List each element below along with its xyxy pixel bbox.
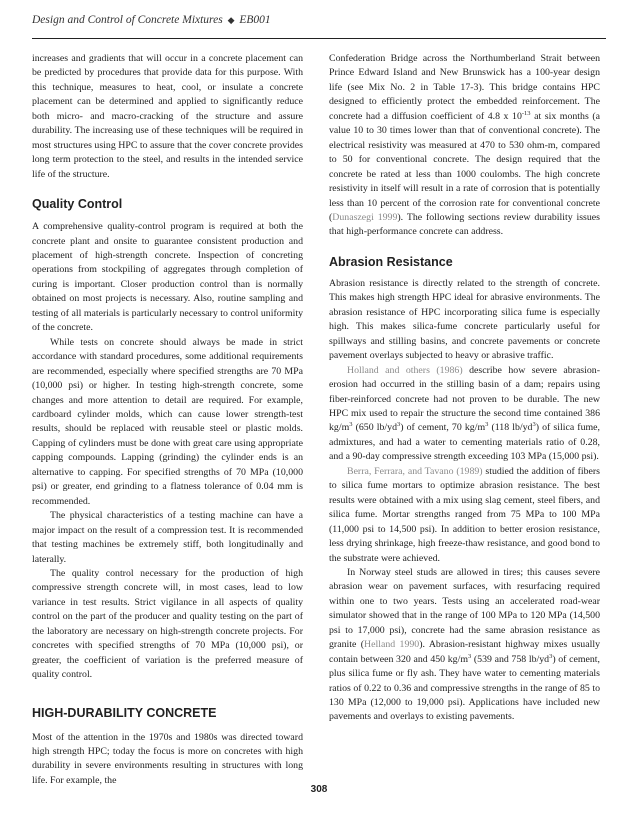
header-rule (32, 38, 606, 39)
paragraph: While tests on concrete should always be made in strict accordance with standard procedures, some additional requirements are recommended, especially where specified strengths are 70 MPa (10,000 psi) or higher. In testing high-strength concrete, some changes and more attention to detail are required. For example, cardboard cylinder molds, which can cause lower strength-test results, should be replaced with reusable steel or plastic molds. Capping of cylinders must be done with great care using appropriate capping compounds. Lapping (grinding) the cylinder ends is an alternative to capping. For specified strengths of 70 MPa (10,000 psi) or greater, end grinding to a flatness tolerance of 0.04 mm is recommended. (32, 336, 303, 507)
citation-link[interactable]: Holland and others (1986) (347, 364, 463, 376)
paragraph: increases and gradients that will occur in a concrete placement can be predicted by procedures that provide data for this purpose. With this technique, measures to heat, cool, or insulate a concrete placement can be determined and applied to significantly reduce both micro- and macro-cracking of the structure and assure durability. The increasing use of these techniques will be required in most structures using HPC to assure that the cover concrete provides long term protection to the steel, and results in the intended service life of the structure. (32, 53, 303, 180)
citation-link[interactable]: Berra, Ferrara, and Tavano (1989) (347, 465, 483, 477)
heading-high-durability-concrete: HIGH-DURABILITY CONCRETE (32, 705, 217, 720)
paragraph: Berra, Ferrara, and Tavano (1989) studied the addition of fibers to silica fume mortars to optimize abrasion resistance. The best results were obtained with a mix using slag cement, steel fibers, and silica fume. Mortar strengths ranged from 75 MPa to 100 MPa (11,000 psi to 14,500 psi). In addition to better erosion resistance, less drying shrinkage, high freeze-thaw resistance, and good bond to the substrate were achieved. (329, 465, 600, 564)
paragraph: The quality control necessary for the production of high compressive strength concrete will, in most cases, lead to low variance in test results. Strict vigilance in all aspects of quality control on the part of the producer and quality testing on the part of the laboratory are necessary on high-strength concrete projects. For concretes with specified strengths of 70 MPa (10,000 psi), or greater, the coefficient of variation is the preferred measure of quality control. (32, 567, 303, 681)
heading-abrasion-resistance: Abrasion Resistance (329, 254, 453, 269)
header-code: EB001 (239, 14, 271, 26)
paragraph: Abrasion resistance is directly related to the strength of concrete. This makes high strength HPC ideal for abrasive environments. The abrasion resistance of HPC incorporating silica fume is especially high. This makes silica-fume concrete particularly useful for spillways and stilling basins, and concrete pavements or concrete pavement overlays subjected to heavy or abrasive traffic. (329, 277, 600, 362)
citation-link[interactable]: Helland 1990 (364, 639, 420, 651)
diamond-separator-icon: ◆ (227, 15, 235, 25)
paragraph: The physical characteristics of a testing machine can have a major impact on the result of a compression test. It is recommended that testing machines be extremely stiff, both longitudinally and laterally. (32, 510, 303, 565)
paragraph: Holland and others (1986) describe how severe abrasion-erosion had occurred in the stilling basin of a dam; repairs using fiber-reinforced concrete had not proven to be durable. The new HPC mix used to repair the structure the second time contained 386 $kg/m^3$ (650 $lb/yd^3$) of cement, 70 $kg/m^3$ (118 $lb/yd^3$) of silica fume, admixtures, and had a water to cementing materials ratio of 0.28, and a 90-day compressive strength exceeding 103 MPa (15,000 psi). (329, 364, 600, 463)
paragraph: Confederation Bridge across the Northumberland Strait between Prince Edward Island and New Brunswick has a 100-year design life (see Mix No. 2 in Table 17-3). This bridge contains HPC designed to efficiently protect the embedded reinforcement. The concrete had a diffusion coefficient of 4.8 x $10^{-13}$ at six months (a value 10 to 30 times lower than that of conventional concrete). The electrical resistivity was measured at 470 to 530 ohm-m, compared to 50 for conventional concrete. The design required that the concrete be rated at less than 1000 coulombs. The high concrete resistivity in itself will result in a rate of corrosion that is potentially less than 10 percent of the corrosion rate for conventional concrete (Dunaszegi 1999). The following sections review durability issues that high-performance concrete can address. (329, 53, 600, 238)
header-title: Design and Control of Concrete Mixtures (32, 14, 223, 26)
right-column (329, 52, 600, 725)
paragraph: Most of the attention in the 1970s and 1980s was directed toward high strength HPC; today the focus is more on concretes with high durability in severe environments resulting in structures with long life. For example, the (32, 731, 303, 786)
citation-link[interactable]: Dunaszegi 1999 (332, 211, 398, 223)
left-column (32, 52, 303, 788)
paragraph: In Norway steel studs are allowed in tires; this causes severe abrasion wear on pavement surfaces, with resurfacing required within one to two years. Tests using an accelerated road-wear simulator showed that in the range of 100 MPa to 120 MPa (14,500 psi to 17,000 psi), concrete had the same abrasion resistance as granite (Helland 1990). Abrasion-resistant highway mixes usually contain between 320 and 450 $kg/m^3$ (539 and 758 $lb/yd^3$) of cement, plus silica fume or fly ash. They have water to cementing materials ratios of 0.22 to 0.36 and compressive strengths in the range of 85 to 130 MPa (12,000 to 19,000 psi). Applications have included new pavements and overlays to existing pavements. (329, 566, 600, 723)
running-header (32, 14, 271, 26)
page-number: 308 (310, 784, 328, 795)
heading-quality-control: Quality Control (32, 197, 123, 212)
paragraph: A comprehensive quality-control program is required at both the concrete plant and onsite to guarantee consistent production and placement of high-strength concrete. Inspection of concreting operations from stockpiling of aggregates through completion of curing is important. Closer production control than is normally obtained on most projects is necessary. Also, routine sampling and testing of all materials is particularly necessary to control uniformity of the concrete. (32, 221, 303, 334)
